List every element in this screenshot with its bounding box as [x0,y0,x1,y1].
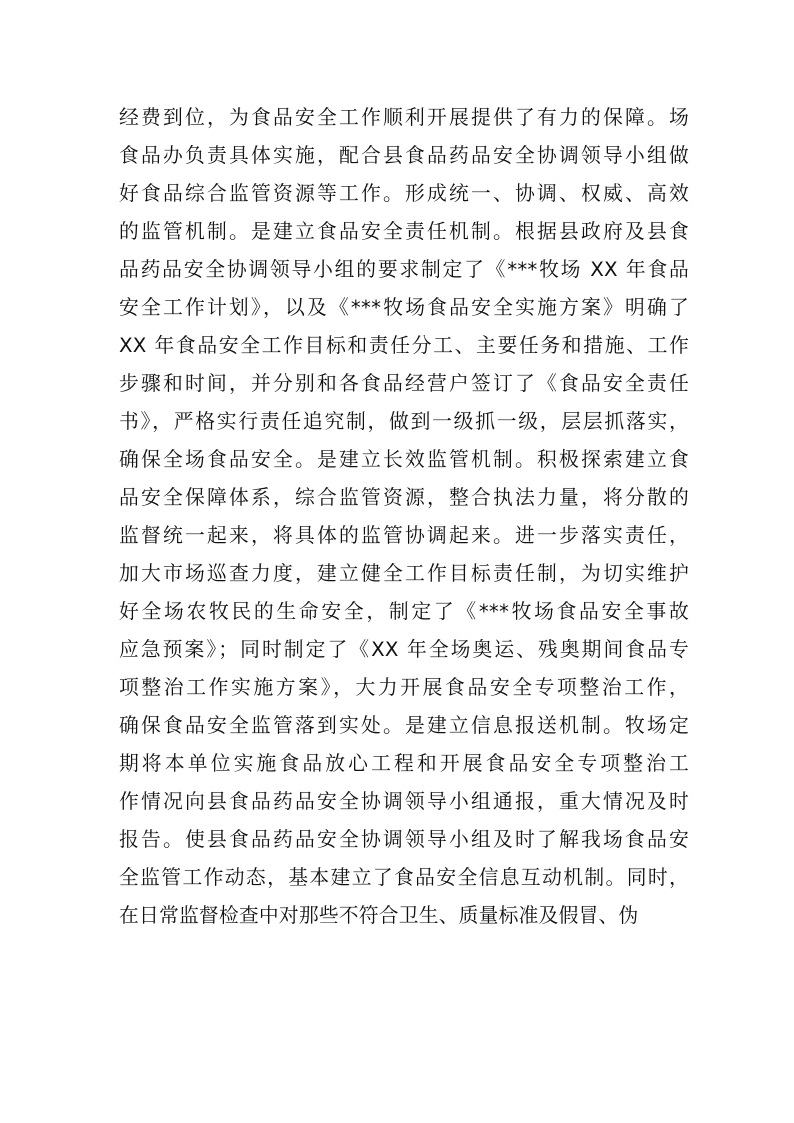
text-line: 书》，严格实行责任追究制，做到一级抓一级，层层抓落实， [119,410,689,433]
text-line: 确保全场食品安全。是建立长效监管机制。积极探索建立食 [119,448,689,471]
text-line: 在日常监督检查中对那些不符合卫生、质量标准及假冒、伪 [119,904,639,927]
text-line: XX 年食品安全工作目标和责任分工、主要任务和措施、工作 [119,334,689,357]
text-line: 报告。使县食品药品安全协调领导小组及时了解我场食品安 [119,828,689,851]
text-line: 加大市场巡查力度，建立健全工作目标责任制，为切实维护 [119,562,689,585]
text-line: 好全场农牧民的生命安全，制定了《***牧场食品安全事故 [119,600,689,623]
text-line: 步骤和时间，并分别和各食品经营户签订了《食品安全责任 [119,372,689,395]
text-line: 品安全保障体系，综合监管资源，整合执法力量，将分散的 [119,486,689,509]
text-line: 项整治工作实施方案》，大力开展食品安全专项整治工作， [119,676,689,699]
text-line: 食品办负责具体实施，配合县食品药品安全协调领导小组做 [119,144,689,167]
text-line: 好食品综合监管资源等工作。形成统一、协调、权威、高效 [119,182,689,205]
text-line: 期将本单位实施食品放心工程和开展食品安全专项整治工 [119,752,689,775]
text-line: 安全工作计划》，以及《***牧场食品安全实施方案》明确了 [119,296,689,319]
text-line: 应急预案》；同时制定了《XX 年全场奥运、残奥期间食品专 [119,638,689,661]
text-line: 全监管工作动态，基本建立了食品安全信息互动机制。同时， [119,866,689,889]
text-line: 的监管机制。是建立食品安全责任机制。根据县政府及县食 [119,220,689,243]
body-paragraph [119,99,689,935]
text-line: 确保食品安全监管落到实处。是建立信息报送机制。牧场定 [119,714,689,737]
text-line: 品药品安全协调领导小组的要求制定了《***牧场 XX 年食品 [119,258,689,281]
text-line: 作情况向县食品药品安全协调领导小组通报，重大情况及时 [119,790,689,813]
text-line: 监督统一起来，将具体的监管协调起来。进一步落实责任， [119,524,689,547]
text-line: 经费到位，为食品安全工作顺利开展提供了有力的保障。场 [119,106,689,129]
